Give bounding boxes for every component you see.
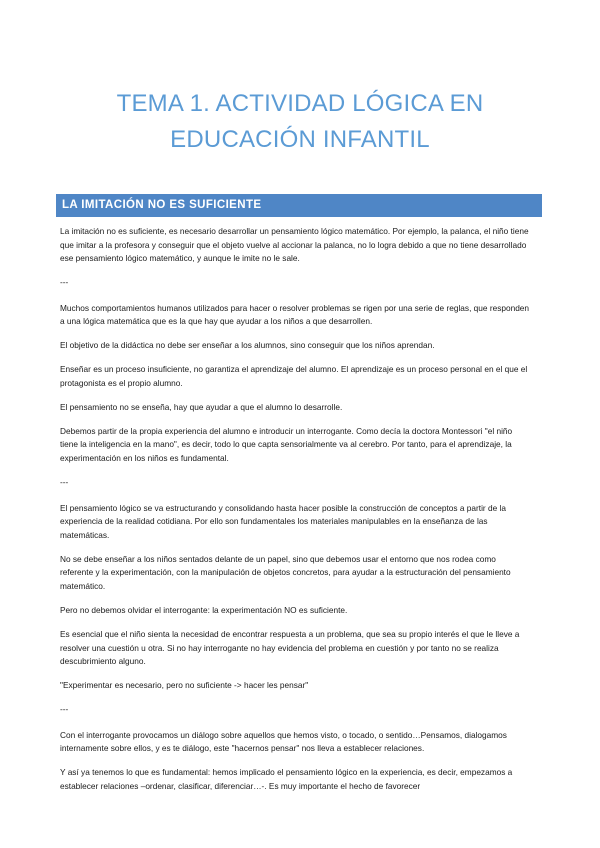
separator: --- bbox=[60, 277, 69, 288]
title-text: ACTIVIDAD LÓGICA EN EDUCACIÓN INFANTIL bbox=[170, 90, 484, 153]
paragraph: Enseñar es un proceso insuficiente, no garantiza el aprendizaje del alumno. El aprendizaje es un proceso personal en el que el protagonista es el propio alumno. bbox=[60, 364, 528, 388]
paragraph: No se debe enseñar a los niños sentados delante de un papel, sino que debemos usar el entorno que nos rodea como referente y la experimentación, con la manipulación de objetos concretos, para ayudar a la estructuración del pensamiento matemático. bbox=[60, 553, 511, 592]
paragraph: El pensamiento lógico se va estructurando y consolidando hasta hacer posible la construcción de conceptos a partir de la experiencia de la realidad cotidiana. Por ello son fundamentales los materiales manipulables en la enseñanza de las matemáticas. bbox=[60, 502, 506, 540]
paragraph: La imitación no es suficiente, es necesario desarrollar un pensamiento lógico matemático. Por ejemplo, la palanca, el niño tiene que imitar a la profesora y conseguir que el objeto vuelve al accionar la palanca, no lo logra debido a que no tiene desarrollado ese pensamiento lógico matemático, y aunque le imite no le sale. bbox=[60, 226, 529, 264]
quote-paragraph: "Experimentar es necesario, pero no suficiente -> hacer les pensar" bbox=[60, 680, 309, 691]
title-tema: TEMA 1. bbox=[116, 90, 211, 117]
paragraph: Pero no debemos olvidar el interrogante: la experimentación NO es suficiente. bbox=[60, 605, 348, 615]
separator: --- bbox=[60, 477, 69, 488]
body-text bbox=[60, 225, 530, 804]
paragraph: Y así ya tenemos lo que es fundamental: hemos implicado el pensamiento lógico en la experiencia, es decir, empezamos a establecer relaciones –ordenar, clasificar, diferenciar…-. Es muy importante el hecho de favorecer bbox=[60, 767, 513, 791]
paragraph: Es esencial que el niño sienta la necesidad de encontrar respuesta a un problema, que sea su propio interés el que le lleve a resolver una cuestión u otra. Si no hay interrogante no hay evidencia del problema en cuestión y por tanto no se realiza descubrimiento alguno. bbox=[60, 628, 520, 667]
separator: --- bbox=[60, 704, 69, 715]
section-heading: LA IMITACIÓN NO ES SUFICIENTE bbox=[56, 194, 542, 217]
paragraph: Muchos comportamientos humanos utilizados para hacer o resolver problemas se rigen por una serie de reglas, que responden a una lógica matemática que es la que hay que ayudar a los niños a que desarrollen. bbox=[60, 302, 530, 327]
paragraph: Debemos partir de la propia experiencia del alumno e introducir un interrogante. Como decía la doctora Montessori "el niño tiene la inteligencia en la mano", es decir, todo lo que capta sensorialmente va al cerebro. Por tanto, para el aprendizaje, la experimentación en los niños es fundamental. bbox=[60, 425, 513, 464]
page-title bbox=[60, 86, 540, 158]
paragraph: Con el interrogante provocamos un diálogo sobre aquellos que hemos visto, o tocado, o sentido…Pensamos, dialogamos internamente sobre ellos, y es te diálogo, este "hacernos pensar" nos lleva a establecer relaciones. bbox=[60, 729, 507, 754]
paragraph: El pensamiento no se enseña, hay que ayudar a que el alumno lo desarrolle. bbox=[60, 401, 343, 412]
paragraph: El objetivo de la didáctica no debe ser enseñar a los alumnos, sino conseguir que los niños aprendan. bbox=[60, 340, 435, 351]
